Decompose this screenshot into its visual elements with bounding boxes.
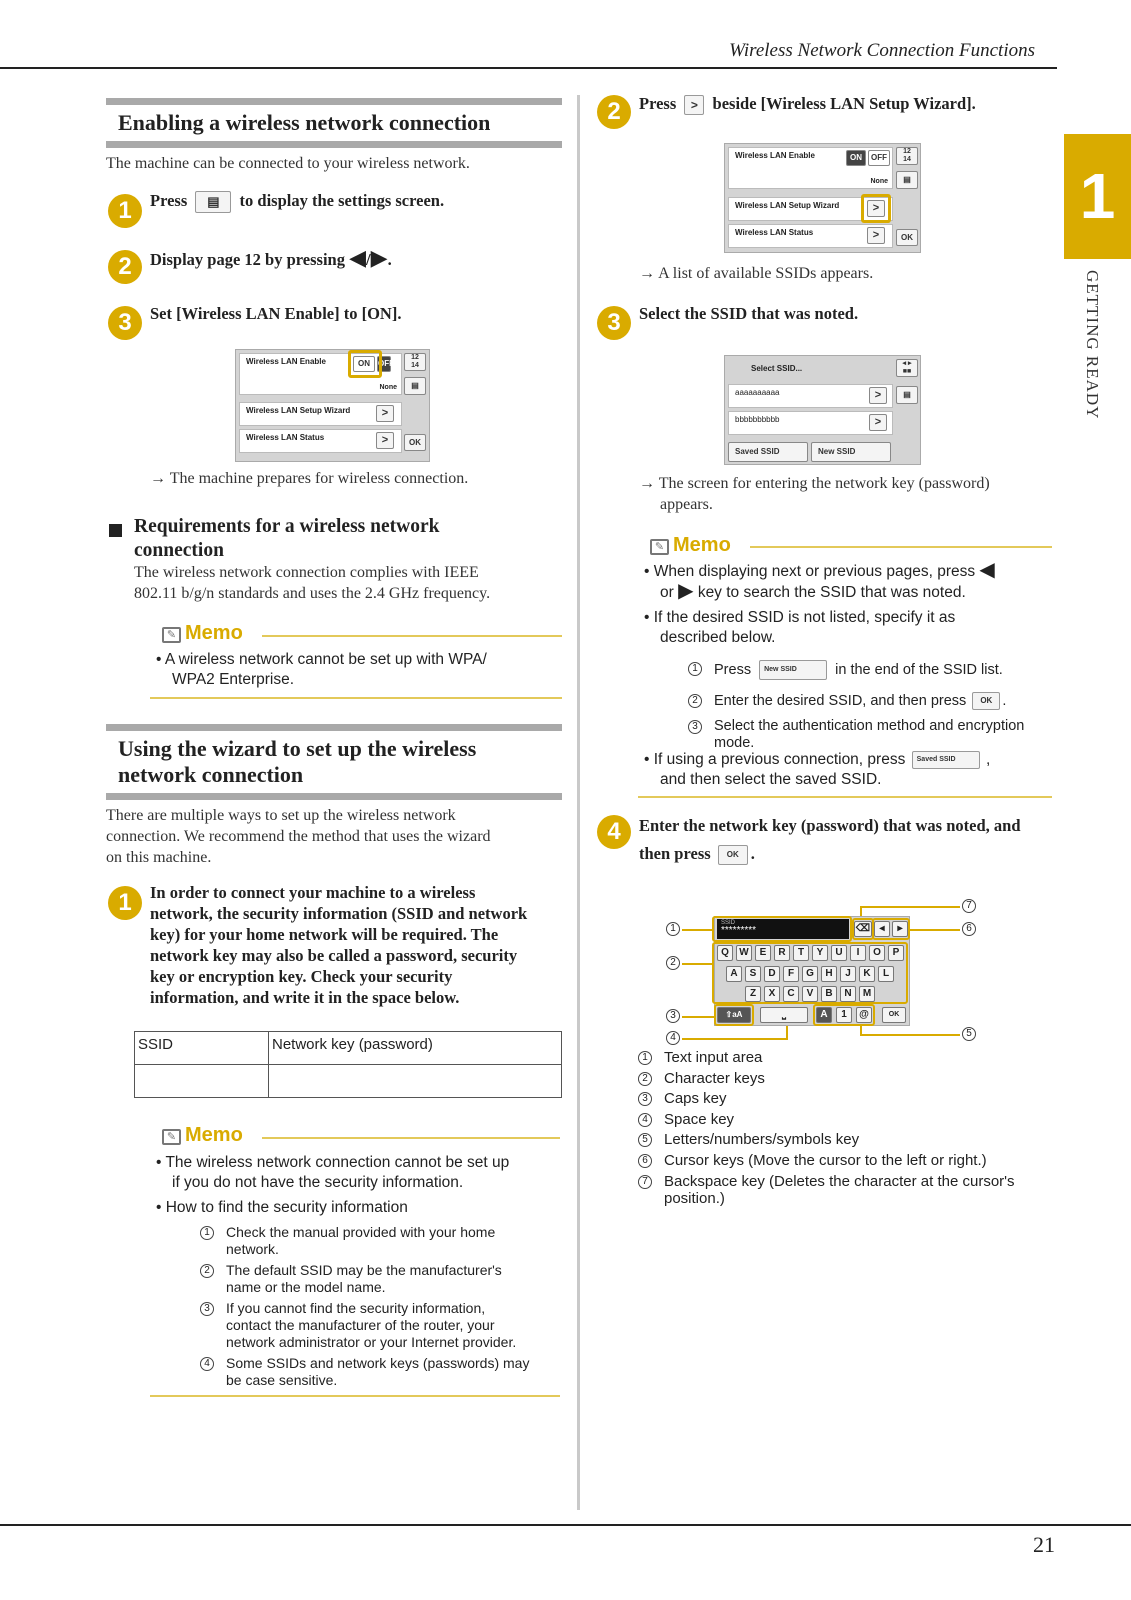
lcd-row-status: Wireless LAN Status [239,429,402,453]
off-button[interactable]: OFF [868,150,890,166]
memo-pencil-icon: ✎ [162,1129,181,1145]
keyboard-legend [638,1048,1058,1207]
security-info-table [134,1031,562,1098]
lcd-row-status: Wireless LAN Status [728,224,893,248]
requirements-text: The wireless network connection complies with IEEE 802.11 b/g/n standards and uses the 2.4 GHz frequency. [134,564,491,602]
memo-rule [262,1137,560,1139]
section-heading-wizard: Using the wizard to set up the wireless network connection [106,724,562,800]
memo-pencil-icon: ✎ [162,627,181,643]
key-d[interactable]: D [764,966,780,982]
callout-1: 1 [666,922,680,936]
key-m[interactable]: M [859,986,875,1002]
callout-5: 5 [962,1027,976,1041]
key-t[interactable]: T [793,945,809,961]
memo-rule [262,635,562,637]
key-v[interactable]: V [802,986,818,1002]
step-instruction: Display page 12 by pressing ◀/▶. [150,245,392,270]
ssid-row[interactable]: bbbbbbbbbb [728,411,893,435]
key-p[interactable]: P [888,945,904,961]
section-heading-enabling [106,98,562,148]
ok-button[interactable]: OK [882,1007,906,1023]
step-instruction: Enter the network key (password) that was noted, and then press OK . [639,812,1021,868]
chevron-right-icon[interactable]: > [376,432,394,449]
step-number: 4 [597,815,631,849]
lcd-screen-settings [724,143,921,253]
key-x[interactable]: X [764,986,780,1002]
letters-mode-key[interactable]: A [816,1007,832,1023]
highlight-frame [348,350,382,378]
next-arrow-icon: ▶ [370,245,388,270]
key-h[interactable]: H [821,966,837,982]
lcd-row-wlan-enable: Wireless LAN Enable None [728,147,893,189]
ok-button[interactable]: OK [404,434,426,451]
key-n[interactable]: N [840,986,856,1002]
list-item: 1 Press New SSID in the end of the SSID list. [688,660,1058,688]
key-g[interactable]: G [802,966,818,982]
leader-line [682,929,714,931]
list-item: 3 If you cannot find the security information, contact the manufacturer of the router, your network administrator or your Internet provider. [200,1300,560,1351]
key-k[interactable]: K [859,966,875,982]
column-divider [577,95,580,1510]
page-indicator: 12 14 [896,147,918,165]
callout-6: 6 [962,922,976,936]
saved-ssid-button[interactable]: Saved SSID [728,442,808,462]
memo-sublist [688,660,1058,752]
key-w[interactable]: W [736,945,752,961]
leader-line [682,1038,788,1040]
highlight-frame [712,916,852,942]
subsection-title: Requirements for a wireless network connection [134,516,440,561]
lcd-screen-settings [235,349,430,462]
memo-bullet: • When displaying next or previous pages, press ◀ or ▶ key to search the SSID that was noted. • If the desired SSID is not listed, specify it as described below. [644,559,995,646]
table-header-key: Network key (password) [269,1032,562,1065]
text-input-area[interactable]: SSID ********* [717,919,849,939]
memo-bottom-rule [150,697,562,699]
memo-rule [750,546,1052,548]
memo-bullet: • If using a previous connection, press Saved SSID , and then select the saved SSID. [644,751,991,788]
leader-line [910,929,960,931]
list-item: 2 Character keys [638,1069,1058,1090]
caps-key[interactable]: ⇧aA [717,1007,751,1023]
callout-3: 3 [666,1009,680,1023]
lcd-row-wlan-enable: Wireless LAN Enable None [239,353,402,395]
list-item: 4 Some SSIDs and network keys (passwords) may be case sensitive. [200,1355,560,1389]
step-instruction: Press ▤ to display the settings screen. [150,190,444,213]
step-number: 1 [108,194,142,228]
ssid-row[interactable]: aaaaaaaaaa [728,384,893,408]
step-number: 2 [108,250,142,284]
list-item: 5 Letters/numbers/symbols key [638,1130,1058,1151]
callout-2: 2 [666,956,680,970]
list-item: 7 Backspace key (Deletes the character at the cursor's position.) [638,1173,1058,1207]
page-indicator: 12 14 [404,353,426,371]
key-u[interactable]: U [831,945,847,961]
leader-line [682,1016,714,1018]
highlight-frame [861,194,891,223]
result-text: → The machine prepares for wireless connection. [150,470,469,487]
key-entry-cell[interactable] [269,1065,562,1098]
key-a[interactable]: A [726,966,742,982]
section-intro: There are multiple ways to set up the wireless network connection. We recommend the method that uses the wizard on this machine. [106,807,491,866]
list-item: 6 Cursor keys (Move the cursor to the left or right.) [638,1151,1058,1172]
ssid-entry-cell[interactable] [135,1065,269,1098]
chevron-right-icon[interactable]: > [867,227,885,244]
numbers-mode-key[interactable]: 1 [836,1007,852,1023]
lcd-screen-ssid-list [724,355,921,465]
saved-ssid-button: Saved SSID [912,751,980,769]
section-intro: The machine can be connected to your wireless network. [106,155,470,172]
key-e[interactable]: E [755,945,771,961]
machine-icon[interactable]: ▤ [896,386,918,404]
step-instruction: Set [Wireless LAN Enable] to [ON]. [150,304,402,323]
on-button[interactable]: ON [846,150,866,166]
highlight-frame [872,918,910,940]
key-z[interactable]: Z [745,986,761,1002]
key-q[interactable]: Q [717,945,733,961]
symbols-mode-key[interactable]: @ [856,1007,872,1023]
new-ssid-button[interactable]: New SSID [811,442,891,462]
section-title: Enabling a wireless network connection [118,110,491,135]
memo-pencil-icon: ✎ [650,539,669,555]
off-button[interactable]: OFF [377,356,391,372]
lcd-row-wizard: Wireless LAN Setup Wizard [239,402,402,426]
chevron-right-icon[interactable]: > [869,387,887,404]
on-button[interactable]: ON [353,356,375,372]
next-arrow-icon: ▶ [678,580,694,602]
key-i[interactable]: I [850,945,866,961]
machine-icon[interactable]: ▤ [896,171,918,189]
step-instruction: Select the SSID that was noted. [639,304,859,323]
memo-sublist [200,1224,560,1389]
prev-arrow-icon: ◀ [979,559,995,581]
cursor-right-icon[interactable]: ▸ [892,921,908,937]
leader-line [860,1034,960,1036]
key-f[interactable]: F [783,966,799,982]
highlight-frame [813,1004,875,1026]
page-number: 21 [1033,1532,1055,1557]
result-text: → A list of available SSIDs appears. [639,265,874,282]
memo-header: ✎ Memo [162,1124,243,1147]
ok-button[interactable]: OK [896,229,918,246]
list-item: 3 Select the authentication method and encryption mode. [688,718,1058,752]
chapter-tab: 1 [1064,134,1131,259]
leader-line [682,963,714,965]
lcd-row-wizard: Wireless LAN Setup Wizard [728,197,893,221]
key-c[interactable]: C [783,986,799,1002]
memo-bottom-rule [150,1395,560,1397]
memo-header: ✎ Memo [162,622,243,645]
chevron-right-icon[interactable]: > [869,414,887,431]
list-item: 1 Check the manual provided with your home network. [200,1224,560,1258]
ok-button: OK [718,845,748,865]
backspace-icon[interactable]: ⌫ [854,921,872,937]
chapter-label: GETTING READY [1083,270,1102,420]
chevron-right-icon: > [684,95,704,115]
callout-4: 4 [666,1031,680,1045]
memo-bullet: • The wireless network connection cannot be set up if you do not have the security information. • How to find the security information [156,1154,510,1216]
list-item: 4 Space key [638,1110,1058,1131]
list-item: 3 Caps key [638,1089,1058,1110]
step-number: 3 [597,306,631,340]
ssid-screen-title: Select SSID... [751,364,803,373]
keyboard-diagram [660,892,990,1043]
key-s[interactable]: S [745,966,761,982]
space-key[interactable]: ⎵ [760,1007,808,1023]
key-y[interactable]: Y [812,945,828,961]
settings-icon: ▤ [195,191,231,213]
footer-rule [0,1524,1131,1526]
square-bullet-icon [109,524,122,537]
callout-7: 7 [962,899,976,913]
ok-button: OK [972,692,1000,710]
list-item: 2 Enter the desired SSID, and then press OK . [688,692,1058,718]
prev-arrow-icon: ◀ [349,245,367,270]
leader-line [860,906,960,908]
list-item: 2 The default SSID may be the manufacturer's name or the model name. [200,1262,560,1296]
step-instruction: In order to connect your machine to a wireless network, the security information (SSID and network key) for your home network will be required. The network key may also be called a password, security key or encryption key. Check your security information, and write it in the space below. [150,883,528,1007]
chevron-right-icon[interactable]: > [867,200,885,217]
key-b[interactable]: B [821,986,837,1002]
step-instruction: Press > beside [Wireless LAN Setup Wizard]. [639,93,976,115]
header-rule [0,67,1057,69]
step-number: 3 [108,306,142,340]
step-number: 2 [597,95,631,129]
highlight-frame [852,918,874,940]
chevron-right-icon[interactable]: > [376,405,394,422]
cursor-left-icon[interactable]: ◂ [874,921,890,937]
key-o[interactable]: O [869,945,885,961]
page-indicator: ◂ ▸ ■■ [896,359,918,377]
memo-bullet: • A wireless network cannot be set up with WPA/ WPA2 Enterprise. [156,651,487,688]
step-number: 1 [108,886,142,920]
running-head: Wireless Network Connection Functions [729,40,1035,61]
key-l[interactable]: L [878,966,894,982]
table-header-ssid: SSID [135,1032,269,1065]
memo-bottom-rule [638,796,1052,798]
key-r[interactable]: R [774,945,790,961]
result-text: → The screen for entering the network key (password) appears. [639,475,990,513]
memo-header: ✎ Memo [650,534,731,557]
machine-icon[interactable]: ▤ [404,377,426,395]
key-j[interactable]: J [840,966,856,982]
list-item: 1 Text input area [638,1048,1058,1069]
new-ssid-button: New SSID [759,660,827,680]
highlight-frame [714,1004,754,1026]
